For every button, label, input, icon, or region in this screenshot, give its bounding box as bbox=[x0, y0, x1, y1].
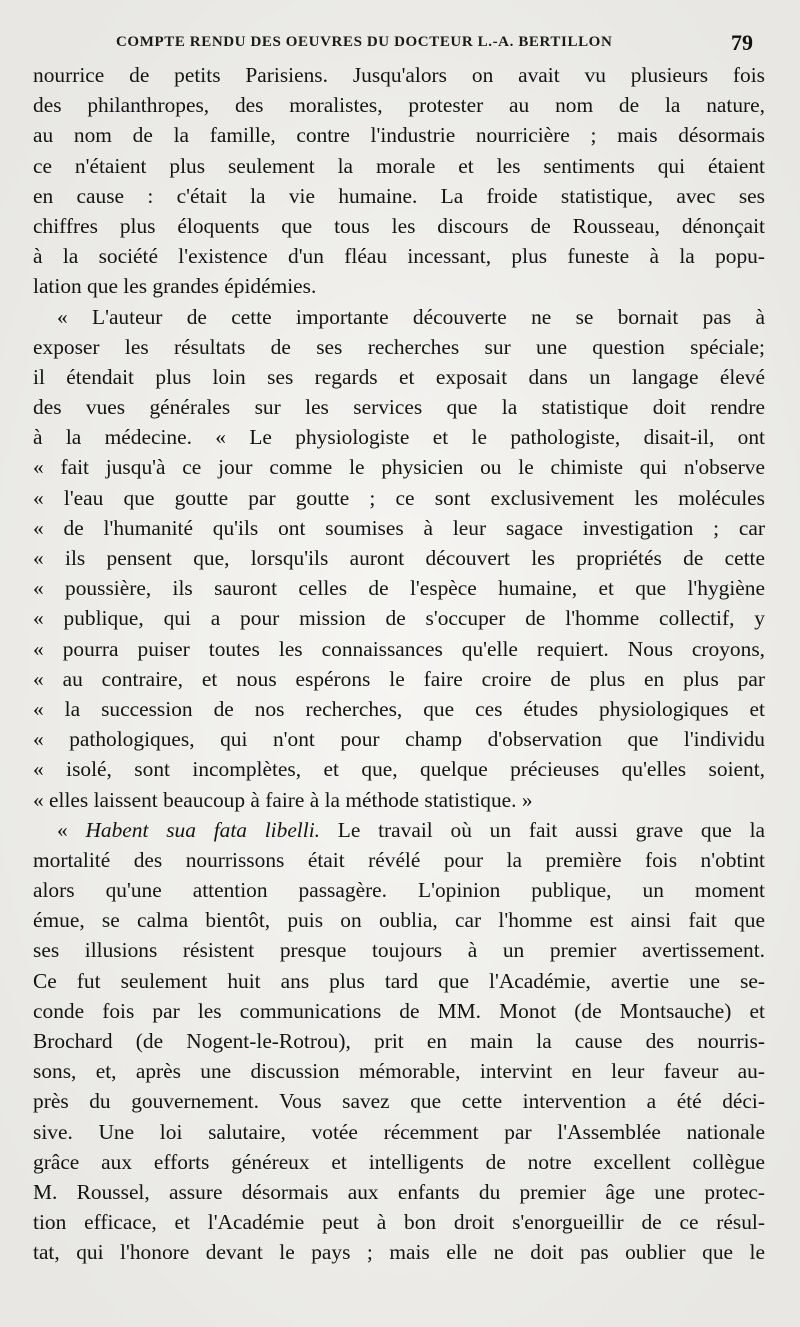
text-line: « de l'humanité qu'ils ont soumises à leur sagace investigation ; car bbox=[33, 515, 765, 540]
text-line bbox=[33, 815, 765, 845]
text-line: « ils pensent que, lorsqu'ils auront découvert les propriétés de cette bbox=[33, 546, 765, 570]
text-line: grâce aux efforts généreux et intelligents de notre excellent collègue bbox=[33, 1149, 765, 1174]
text-line: « isolé, sont incomplètes, et que, quelque précieuses qu'elles soient, bbox=[33, 757, 765, 782]
text-line: Ce fut seulement huit ans plus tard que l'Académie, avertie une se- bbox=[33, 968, 765, 993]
text-line: nourrice de petits Parisiens. Jusqu'alors on avait vu plusieurs fois bbox=[33, 63, 765, 87]
text-line: M. Roussel, assure désormais aux enfants du premier âge une protec- bbox=[33, 1179, 765, 1204]
page-header bbox=[0, 30, 800, 60]
text-line: « la succession de nos recherches, que ces études physiologiques et bbox=[33, 696, 765, 721]
text-line: « L'auteur de cette importante découverte ne se bornait pas à bbox=[57, 304, 765, 329]
text-line: à la société l'existence d'un fléau incessant, plus funeste à la popu- bbox=[33, 244, 765, 269]
text-line: Brochard (de Nogent-le-Rotrou), prit en main la cause des nourris- bbox=[33, 1029, 765, 1053]
text-line: « l'eau que goutte par goutte ; ce sont exclusivement les molécules bbox=[33, 485, 765, 510]
text-line: « pathologiques, qui n'ont pour champ d'observation que l'individu bbox=[33, 727, 765, 752]
text-line: des vues générales sur les services que la statistique doit rendre bbox=[33, 395, 765, 420]
text-line: tat, qui l'honore devant le pays ; mais elle ne doit pas oublier que le bbox=[33, 1240, 765, 1265]
text-line: chiffres plus éloquents que tous les discours de Rousseau, dénonçait bbox=[33, 213, 765, 238]
text-line: « fait jusqu'à ce jour comme le physicien ou le chimiste qui n'observe bbox=[33, 455, 765, 480]
text-line: « poussière, ils sauront celles de l'espèce humaine, et que l'hygiène bbox=[33, 576, 765, 601]
text-line: « au contraire, et nous espérons le faire croire de plus en plus par bbox=[33, 666, 765, 691]
text-line: des philanthropes, des moralistes, protester au nom de la nature, bbox=[33, 93, 765, 118]
line-continuation: Le travail où un fait aussi grave que la bbox=[320, 817, 766, 842]
text-line: « publique, qui a pour mission de s'occuper de l'homme collectif, y bbox=[33, 606, 765, 631]
text-line: conde fois par les communications de MM. Monot (de Montsauche) et bbox=[33, 998, 765, 1023]
latin-phrase: Habent sua fata libelli. bbox=[85, 817, 320, 842]
text-line: alors qu'une attention passagère. L'opinion publique, un moment bbox=[33, 878, 765, 903]
text-line: sive. Une loi salutaire, votée récemment par l'Assemblée nationale bbox=[33, 1119, 765, 1144]
text-line: ses illusions résistent presque toujours à un premier avertissement. bbox=[33, 938, 765, 963]
text-line: sons, et, après une discussion mémorable, intervint en leur faveur au- bbox=[33, 1059, 765, 1084]
page-number: 79 bbox=[731, 30, 753, 55]
text-line: ce n'étaient plus seulement la morale et les sentiments qui étaient bbox=[33, 153, 765, 178]
text-line: lation que les grandes épidémies. bbox=[33, 274, 317, 299]
quote-mark: « bbox=[57, 817, 86, 842]
text-line: « pourra puiser toutes les connaissances qu'elle requiert. Nous croyons, bbox=[33, 636, 765, 661]
text-line: tion efficace, et l'Académie peut à bon droit s'enorgueillir de ce résul- bbox=[33, 1210, 765, 1235]
text-line: « elles laissent beaucoup à faire à la méthode statistique. » bbox=[33, 787, 533, 812]
text-line: près du gouvernement. Vous savez que cette intervention a été déci- bbox=[33, 1089, 765, 1114]
body-text bbox=[33, 60, 765, 1268]
text-line: il étendait plus loin ses regards et exposait dans un langage élevé bbox=[33, 364, 765, 389]
text-line: à la médecine. « Le physiologiste et le pathologiste, disait-il, ont bbox=[33, 425, 765, 450]
text-line: au nom de la famille, contre l'industrie nourricière ; mais désormais bbox=[33, 123, 765, 148]
text-line: en cause : c'était la vie humaine. La froide statistique, avec ses bbox=[33, 183, 765, 208]
text-line: exposer les résultats de ses recherches sur une question spéciale; bbox=[33, 334, 765, 359]
text-line: émue, se calma bientôt, puis on oublia, car l'homme est ainsi fait que bbox=[33, 908, 765, 933]
text-line: mortalité des nourrissons était révélé pour la première fois n'obtint bbox=[33, 847, 765, 872]
running-title: COMPTE RENDU DES OEUVRES DU DOCTEUR L.-A. BERTILLON bbox=[116, 34, 613, 50]
